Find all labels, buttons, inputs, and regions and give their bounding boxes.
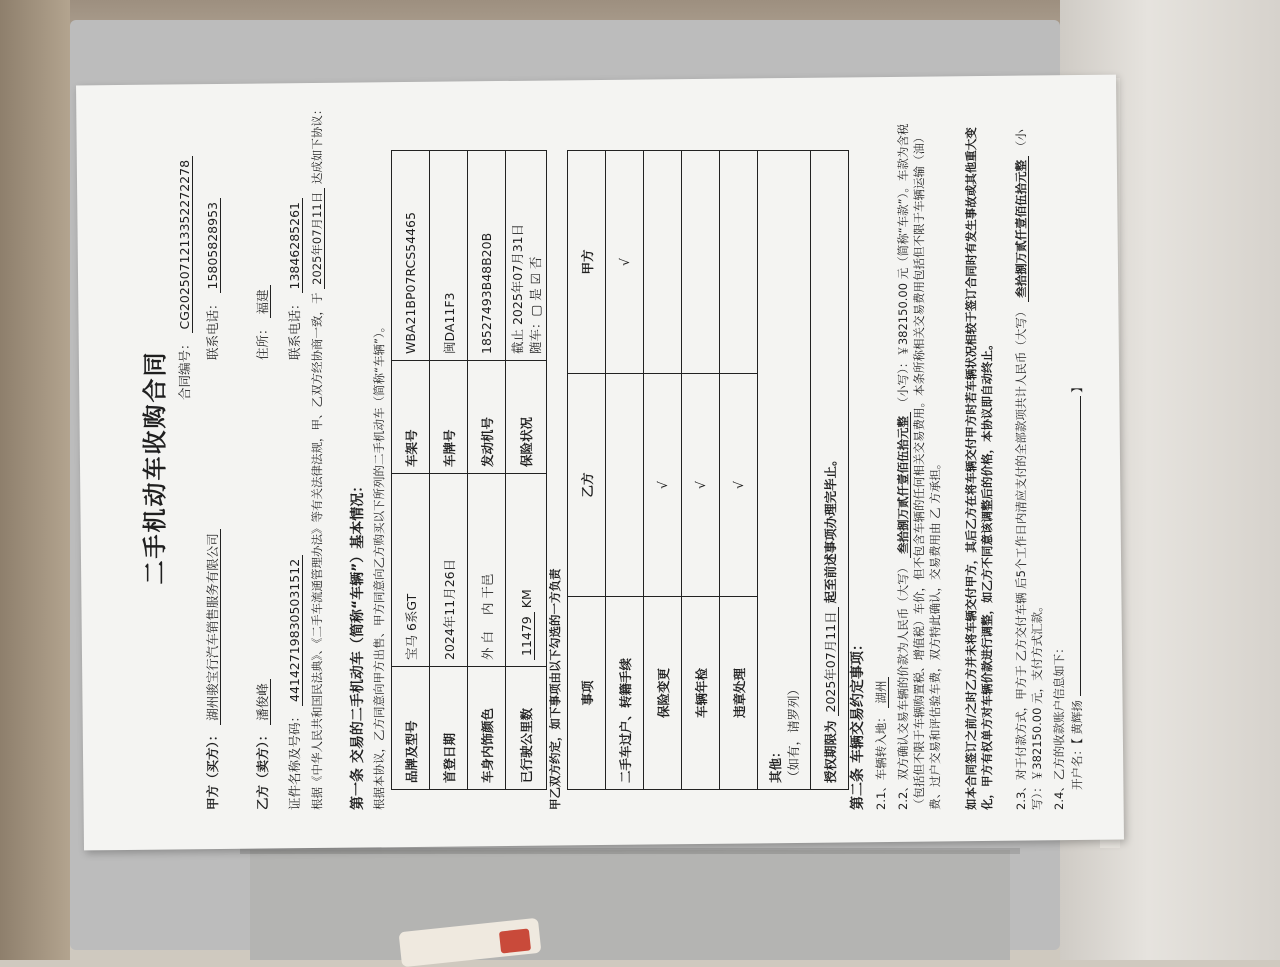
party-b-phone-row	[285, 198, 303, 360]
duty-item: 保险变更	[644, 597, 682, 790]
sticker-red-mark	[499, 928, 531, 953]
deadline-date: 2025年07月11日	[823, 607, 839, 716]
duty-row	[606, 151, 644, 790]
color-exterior: 外 白	[479, 631, 495, 660]
duty-intro: 甲乙双方约定，如下事项由以下勾选的一方负责	[548, 568, 562, 810]
engine-value: 18527493B48B20B	[468, 151, 506, 361]
gray-strip	[250, 850, 1010, 960]
preamble	[309, 104, 325, 810]
article2-title: 第二条 车辆交易约定事项：	[850, 637, 866, 810]
article1-title: 第一条 交易的二手机动车（简称“车辆”）基本情况：	[350, 478, 366, 810]
preamble-text: 根据《中华人民共和国民法典》、《二手车流通管理办法》等有关法律法规，甲、乙双方经协商一致，于	[310, 292, 324, 810]
duty-item: 车辆年检	[682, 597, 720, 790]
duty-check-b: √	[720, 374, 758, 597]
clause-2-3-words: 叁拾捌万贰仟壹佰伍拾元整	[1014, 156, 1029, 302]
clause-2-1	[873, 677, 889, 810]
plate-label: 车牌号	[430, 361, 468, 474]
brand-label: 品牌及型号	[392, 667, 430, 790]
clause-2-3	[1013, 120, 1045, 810]
duty-row	[682, 151, 720, 790]
party-b-id-row	[285, 555, 303, 810]
party-b-id: 441427198305031512	[287, 555, 303, 706]
brand-value: 宝马 6系GT	[392, 474, 430, 667]
duty-check-a	[682, 151, 720, 374]
preamble-end: 达成如下协议：	[310, 103, 324, 185]
party-b-address-row	[253, 285, 271, 360]
clause-2-2-label: 2.2、双方确认交易车辆的价款为人民币（大写）	[896, 561, 910, 810]
party-b-address-label: 住所：	[255, 322, 270, 360]
other-note: （如有，请罗列）	[786, 682, 801, 783]
insurance-until: 截止 2025年07月31日	[510, 223, 525, 354]
duty-check-a	[644, 151, 682, 374]
other-label: 其他：	[768, 745, 783, 783]
other-cell	[758, 151, 811, 790]
party-b-phone-label: 联系电话：	[287, 297, 302, 360]
party-b-phone: 13846285261	[287, 198, 303, 293]
clause-2-4: 2.4、乙方的收款账户信息如下：	[1052, 642, 1066, 810]
party-b-label: 乙方（卖方）：	[255, 728, 270, 810]
deadline-text: 起至前述事项办理完毕止。	[822, 453, 838, 604]
party-b-address: 福建	[255, 285, 271, 318]
paper-shadow	[240, 848, 1020, 854]
duty-table	[567, 150, 849, 790]
party-a-label: 甲方（买方）：	[205, 728, 220, 810]
clause-2-2-amount-words: 叁拾捌万贰仟壹佰伍拾元整	[896, 412, 911, 558]
plate-value: 闽DA11F3	[430, 151, 468, 361]
duty-item: 二手车过户、转籍手续	[606, 597, 644, 790]
color-interior: 内 干邑	[479, 573, 495, 616]
clause-2-4-holder	[1069, 381, 1085, 790]
contract-title: 二手机动车收购合同	[141, 350, 169, 585]
contract-no-label: 合同编号：	[177, 337, 192, 400]
duty-item: 违章处理	[720, 597, 758, 790]
party-b-id-label: 证件名称及号码：	[287, 709, 302, 810]
contract-number	[175, 156, 193, 400]
clause-2-2-bold: 如本合同签订之前/之时乙方并未将车辆交付甲方，其后乙方在将车辆交付甲方时若车辆状况相较于签订合同时有发生事故或其他重大变化，甲方有权单方对车辆价款进行调整，如乙方不同意该调整后的价格，本协议即自动终止。	[964, 127, 994, 810]
vehicle-table	[391, 150, 547, 790]
desk-edge	[0, 0, 70, 960]
contract-no-value: CG2025071213352272278	[177, 156, 193, 334]
clause-2-2-text: （小写）：￥382150.00 元（简称“车款”）。车款为含税（包括但不限于车辆购置税、增值税）车价，但不包含车辆的任何相关交易费用。本条所称相关交易费用包括但不限于车辆运输（油）费、过户交易和评估验车费，双方特此确认，交易费用由 乙 方承担。	[896, 123, 942, 810]
party-a-phone-row	[203, 198, 221, 360]
mileage-value	[506, 474, 547, 667]
party-a-name: 湖州骏宝行汽车销售服务有限公司	[205, 529, 221, 725]
account-holder: 开户名：【 黄辉扬	[1070, 700, 1084, 790]
reg-date-value: 2024年11月26日	[430, 474, 468, 667]
deadline-cell	[811, 151, 849, 790]
article1-text: 根据本协议，乙方同意向甲方出售、甲方同意向乙方购买以下所列的二手机动车（简称“车辆”）。	[372, 320, 386, 810]
deadline-label: 授权期限为	[822, 720, 838, 783]
clause-2-1-value: 湖州	[874, 677, 889, 708]
party-a-phone-label: 联系电话：	[205, 297, 220, 360]
insurance-value	[506, 151, 547, 361]
duty-header-a: 甲方	[568, 151, 606, 374]
party-b-row	[253, 679, 271, 810]
duty-row	[720, 151, 758, 790]
party-a-phone: 15805828953	[205, 198, 221, 293]
color-label: 车身内饰颜色	[468, 667, 506, 790]
clause-2-3-label: 2.3、对于付款方式，甲方于 乙方交付车辆 后5个工作日内清应支付的全部款项共计人民币（大写）	[1014, 305, 1028, 810]
duty-row	[644, 151, 682, 790]
party-a-row	[203, 529, 221, 810]
vin-label: 车架号	[392, 361, 430, 474]
engine-label: 发动机号	[468, 361, 506, 474]
account-holder-close: 】	[1070, 381, 1084, 393]
insurance-label: 保险状况	[506, 361, 547, 474]
duty-check-b	[606, 374, 644, 597]
mileage-label: 已行驶公里数	[506, 667, 547, 790]
duty-header-item: 事项	[568, 597, 606, 790]
preamble-date: 2025年07月11日	[310, 188, 325, 289]
insurance-transfer: 随车：▢ 是 ☑ 否	[528, 256, 543, 354]
duty-check-a: √	[606, 151, 644, 374]
color-value	[468, 474, 506, 667]
contract-page	[95, 105, 1105, 830]
party-b-name: 潘俊峰	[255, 679, 271, 725]
duty-check-a	[720, 151, 758, 374]
clause-2-2	[895, 120, 943, 810]
duty-check-b: √	[644, 374, 682, 597]
mileage-number: 11479	[519, 612, 535, 660]
clause-2-1-label: 2.1、车辆转入地：	[874, 711, 888, 810]
clause-2-3-text: （小写）：￥382150.00 元，支付方式汇款。	[1014, 129, 1044, 810]
vin-value: WBA21BP07RCS54465	[392, 151, 430, 361]
mileage-unit: KM	[518, 589, 534, 609]
duty-check-b: √	[682, 374, 720, 597]
duty-header-b: 乙方	[568, 374, 606, 597]
reg-date-label: 首登日期	[430, 667, 468, 790]
